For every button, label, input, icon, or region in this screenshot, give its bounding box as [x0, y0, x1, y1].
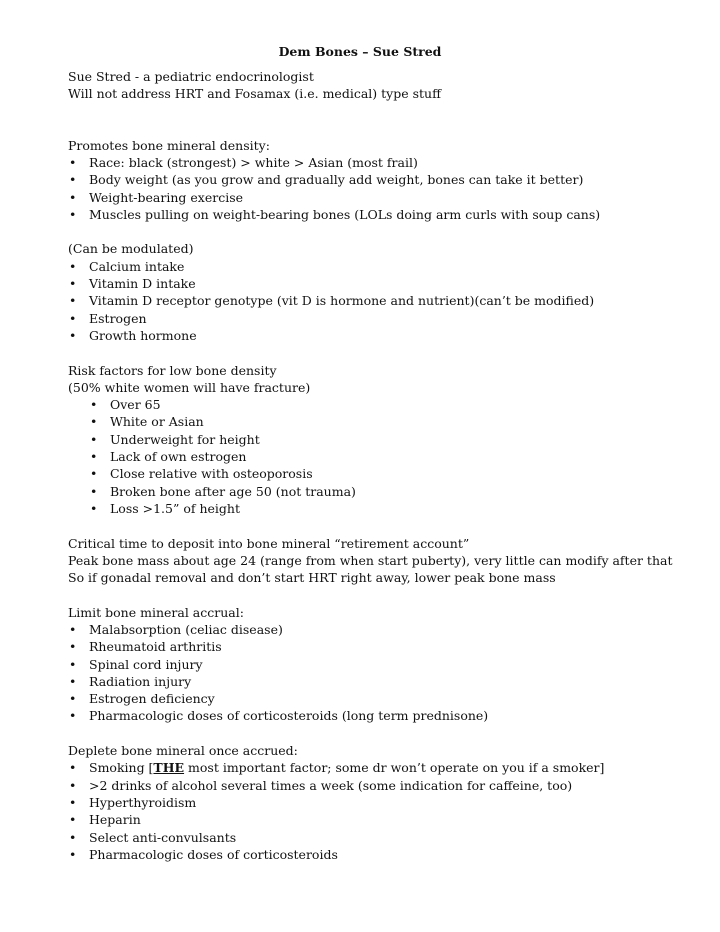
- list-item: • Hyperthyroidism: [69, 794, 197, 810]
- section-subheading-risk: (50% white women will have fracture): [68, 379, 311, 395]
- bullet-icon: •: [90, 397, 98, 413]
- list-item: • Underweight for height: [90, 431, 260, 447]
- modulated-list: [68, 258, 708, 344]
- bullet-icon: •: [69, 656, 77, 672]
- paragraph-line: Peak bone mass about age 24 (range from when start puberty), very little can modify after that: [68, 552, 673, 568]
- list-item: • Heparin: [69, 812, 141, 828]
- intro-line: Sue Stred - a pediatric endocrinologist: [68, 68, 314, 84]
- bullet-icon: •: [69, 691, 77, 707]
- list-item: • Calcium intake: [69, 258, 185, 274]
- paragraph-line: Critical time to deposit into bone mineral “retirement account”: [68, 535, 470, 551]
- bullet-icon: •: [90, 483, 98, 499]
- bullet-icon: •: [69, 206, 77, 222]
- list-item: • Pharmacologic doses of corticosteroids: [69, 846, 338, 862]
- bullet-icon: •: [69, 310, 77, 326]
- list-item: • Select anti-convulsants: [69, 829, 237, 845]
- emphasis-the: THE: [153, 760, 185, 776]
- bullet-icon: •: [90, 431, 98, 447]
- bullet-icon: •: [69, 622, 77, 637]
- bullet-icon: •: [90, 449, 98, 465]
- section-heading-modulated: (Can be modulated): [68, 241, 194, 257]
- list-item: • Over 65: [90, 397, 161, 413]
- bullet-icon: •: [69, 172, 77, 188]
- promotes-list: [68, 154, 708, 223]
- bullet-icon: •: [69, 673, 77, 689]
- bullet-icon: •: [69, 327, 77, 343]
- page-title: Dem Bones – Sue Stred: [278, 44, 442, 59]
- list-item: • Malabsorption (celiac disease): [69, 622, 283, 637]
- risk-list: [68, 396, 708, 517]
- bullet-icon: •: [69, 276, 77, 292]
- bullet-icon: •: [69, 154, 77, 170]
- list-item: • Body weight (as you grow and gradually add weight, bones can take it better): [69, 172, 584, 188]
- list-item: • Lack of own estrogen: [90, 449, 247, 465]
- deplete-list: [68, 759, 708, 863]
- list-item: • Muscles pulling on weight-bearing bones (LOLs doing arm curls with soup cans): [69, 206, 601, 222]
- bullet-icon: •: [69, 812, 77, 828]
- intro-line: Will not address HRT and Fosamax (i.e. medical) type stuff: [68, 85, 441, 101]
- section-heading-limit: Limit bone mineral accrual:: [68, 604, 244, 620]
- bullet-icon: •: [69, 293, 77, 309]
- limit-list: [68, 621, 708, 725]
- bullet-icon: •: [69, 189, 77, 205]
- bullet-icon: •: [90, 500, 98, 516]
- bullet-icon: •: [69, 846, 77, 862]
- document-body: [68, 68, 708, 864]
- list-item: • Vitamin D receptor genotype (vit D is hormone and nutrient)(can’t be modified): [69, 293, 595, 309]
- section-heading-risk: Risk factors for low bone density: [68, 362, 277, 378]
- bullet-icon: •: [69, 760, 77, 776]
- section-heading-promotes: Promotes bone mineral density:: [68, 137, 270, 153]
- paragraph-line: So if gonadal removal and don’t start HRT right away, lower peak bone mass: [68, 570, 556, 586]
- list-item: • White or Asian: [90, 414, 204, 430]
- bullet-icon: •: [69, 258, 77, 274]
- bullet-icon: •: [69, 639, 77, 655]
- list-item: • Vitamin D intake: [69, 276, 196, 292]
- list-item: • >2 drinks of alcohol several times a week (some indication for caffeine, too): [69, 777, 573, 793]
- list-item: • Race: black (strongest) > white > Asian (most frail): [69, 154, 418, 170]
- bullet-icon: •: [90, 414, 98, 430]
- section-heading-deplete: Deplete bone mineral once accrued:: [68, 743, 298, 759]
- bullet-icon: •: [69, 777, 77, 793]
- bullet-icon: •: [90, 466, 98, 482]
- bullet-icon: •: [69, 708, 77, 724]
- list-item: • Pharmacologic doses of corticosteroids (long term prednisone): [69, 708, 489, 724]
- list-item: • Radiation injury: [69, 673, 192, 689]
- list-item: • Spinal cord injury: [69, 656, 203, 672]
- list-item: • Growth hormone: [69, 327, 197, 343]
- list-item: • Weight-bearing exercise: [69, 189, 244, 205]
- list-item: • Rheumatoid arthritis: [69, 639, 222, 655]
- list-item: • Smoking [THE most important factor; some dr won’t operate on you if a smoker]: [69, 760, 605, 776]
- list-item: • Loss >1.5” of height: [90, 500, 240, 516]
- bullet-icon: •: [69, 794, 77, 810]
- list-item: • Close relative with osteoporosis: [90, 466, 313, 482]
- list-item: • Estrogen: [69, 310, 147, 326]
- list-item: • Estrogen deficiency: [69, 691, 215, 707]
- list-item: • Broken bone after age 50 (not trauma): [90, 483, 356, 499]
- bullet-icon: •: [69, 829, 77, 845]
